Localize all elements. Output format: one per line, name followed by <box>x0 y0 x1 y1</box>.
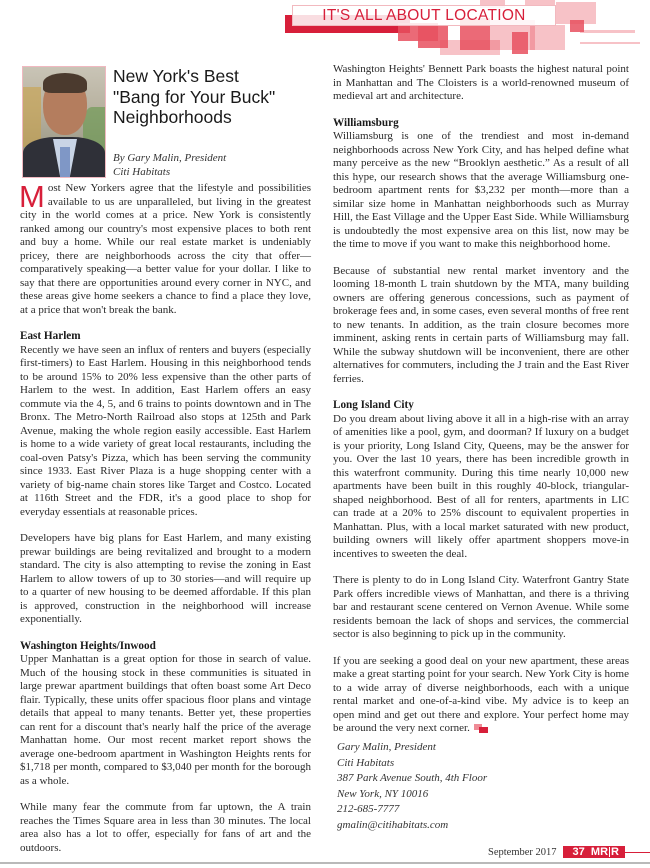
section-title-box <box>292 5 556 26</box>
section-heading-long-island-city: Long Island City <box>333 399 414 411</box>
page-number: 37 <box>572 846 585 858</box>
section-heading-williamsburg: Williamsburg <box>333 116 399 129</box>
end-mark-icon <box>474 724 488 733</box>
body-paragraph-continued: Washington Heights' Bennett Park boasts the highest natural point in Manhattan and The Cloisters is a world-renowned museum of medieval art and architecture. <box>333 63 629 102</box>
photo-hair <box>43 73 87 93</box>
author-photo <box>22 66 106 178</box>
closing-paragraph <box>333 655 629 736</box>
banner-square <box>530 25 565 50</box>
section-title: IT'S ALL ABOUT LOCATION <box>322 6 526 24</box>
body-paragraph: There is plenty to do in Long Island City. Waterfront Gantry State Park offers incredible views of Manhattan, and there is a thriving bar and restaurant scene centered on Vernon Avenue. While some residents bemoan the lack of shops and services, the commercial sector is also beginning to pick up in the community. <box>333 574 629 640</box>
banner-line <box>580 30 635 33</box>
logo-separator <box>609 847 610 857</box>
banner-square <box>556 2 596 24</box>
signature-block <box>337 740 487 833</box>
signature-company: Citi Habitats <box>337 756 395 769</box>
body-paragraph: Developers have big plans for East Harlem, and many existing prewar buildings are being revitalized and brought to a modern standard. The city is also attempting to revise the zoning in East Harlem to allow towers of up to 30 stories—and will require up to a quarter of new housing to be deemed affordable. If this plan is approved, construction in the neighborhood will increase exponentially. <box>20 532 311 625</box>
section-heading-east-harlem: East Harlem <box>20 330 81 342</box>
closing-text: If you are seeking a good deal on your new apartment, these areas make a great starting point for your search. New York City is home to a wide array of diverse neighborhoods, each with a unique rental market and one-of-a-kind vibe. My advice is to keep an open mind and get out there and explore. Your perfect home may be around the very next corner. <box>333 654 629 734</box>
page-number-box <box>563 846 625 858</box>
intro-text: ost New Yorkers agree that the lifestyle and possibilities available to us are unparalleled, but living in the greatest city in the world comes at a price. New York is consistently ranked among our country's most expensive places to both rent and buy a home. While our real estate market is undeniably pricey, there are neighborhoods across the city that offer—comparatively speaking—a better value for your dollar. I like to say that there are opportunities around every corner in NYC, and these areas give home seekers a chance to find a place they love, at a price that won't break the bank. <box>20 182 311 316</box>
body-paragraph: While many fear the commute from far uptown, the A train reaches the Times Square area in less than 30 minutes. The local area also has a lot to offer, especially for fans of art and the outdoors. <box>20 801 311 854</box>
photo-tie <box>60 147 70 177</box>
signature-name: Gary Malin, President <box>337 741 436 753</box>
body-paragraph: Because of substantial new rental market inventory and the looming 18-month L train shutdown by the MTA, many building owners are offering generous concessions, such as payment of brokerage fees and, in some cases, even several months of free rent to new tenants. In addition, as the train closure becomes more imminent, asking rents in certain parts of Williamsburg may fall. While the subway shutdown will be inconvenient, there are other alternatives for commuters, including the J train and the East River ferries. <box>333 264 629 385</box>
body-paragraph: Recently we have seen an influx of renters and buyers (especially first-timers) to East Harlem. Housing in this neighborhood tends to be around 15% to 20% less expensive than the other parts of Harlem to the west. In addition, East Harlem offers an easy commute via the 4, 5, and 6 trains to points downtown and in The Bronx. The Metro-North Railroad also stops at 125th and Park Avenue, making the whole region easily accessible. East Harlem is home to a wide variety of great local restaurants, including the coal-oven Patsy's Pizza, which has been serving the community since 1933. East River Plaza is a huge shopping center with a variety of big-name chain stores like Target and Costco. Located at 116th Street and the FDR, it's a good place to shop for everyday essentials at reasonable prices. <box>20 343 311 518</box>
signature-phone: 212-685-7777 <box>337 803 400 815</box>
body-paragraph: Do you dream about living above it all in a high-rise with an array of amenities like a pool, gym, and doorman? If luxury on a budget is your priority, Long Island City, Queens, may be the answer for you. Over the last 10 years, there has been incredible growth in this waterfront community. During this time nearly 10,000 new apartments have been built in this roughly 40-block, triangular-shaped neighborhood. Best of all for renters, apartments in LIC can trade at a 20% to 25% discount to equivalent properties in Manhattan. Plus, with a local market saturated with new product, building owners will likely offer apartment shoppers move-in incentives to sweeten the deal. <box>333 412 629 560</box>
headline-line-3: Neighborhoods <box>113 107 232 127</box>
publication-logo-left: MR <box>590 846 609 858</box>
photo-bg-left <box>23 87 41 147</box>
body-paragraph: Williamsburg is one of the trendiest and most in-demand neighborhoods across New York City, and has helped define what many perceive as the new “Brooklyn aesthetic.” As a result of all this hype, our research shows that the average Williamsburg one-bedroom apartment rents for $3,232 per month—more than a similar size home in Manhattan neighborhoods such as Murray Hill, the East Village and the Upper East Side. While Williamsburg is undoubtedly the most expensive area on this list, now may be the time to move if you want to make this neighborhood home. <box>333 130 629 250</box>
footer-rule <box>0 862 650 864</box>
headline-line-2: "Bang for Your Buck" <box>113 86 276 107</box>
footer-rule-accent <box>625 852 650 853</box>
issue-date: September 2017 <box>488 846 557 858</box>
intro-paragraph <box>19 179 311 317</box>
drop-cap: M <box>19 179 45 214</box>
headline-line-1: New York's Best <box>113 66 239 86</box>
signature-email[interactable]: gmalin@citihabitats.com <box>337 818 449 831</box>
section-heading-washington-heights: Washington Heights/Inwood <box>20 639 156 652</box>
byline-author: By Gary Malin, President <box>113 152 227 164</box>
publication-logo-right: R <box>611 846 619 858</box>
signature-address-2: New York, NY 10016 <box>337 787 429 800</box>
right-column <box>333 63 629 749</box>
page-footer <box>488 846 650 858</box>
banner-line <box>580 42 640 44</box>
article-headline <box>113 66 313 128</box>
byline <box>113 152 226 179</box>
body-paragraph: Upper Manhattan is a great option for those in search of value. Much of the housing stock in these communities is situated in large prewar apartment buildings that often boast some Art Deco flair. Typically, these units offer spacious floor plans and vintage details that appeal to many tenants. Better yet, these properties can rent for a discount that's nearly half the price of the average Manhattan home. Our most recent market report shows the average one-bedroom apartment in Washington Heights rents for $1,718 per month, compared to $3,040 per month for the borough as a whole. <box>20 653 311 787</box>
section-banner <box>280 0 650 58</box>
left-column <box>19 179 311 868</box>
byline-company: Citi Habitats <box>113 165 171 178</box>
banner-square <box>512 32 528 54</box>
signature-address-1: 387 Park Avenue South, 4th Floor <box>337 772 488 784</box>
